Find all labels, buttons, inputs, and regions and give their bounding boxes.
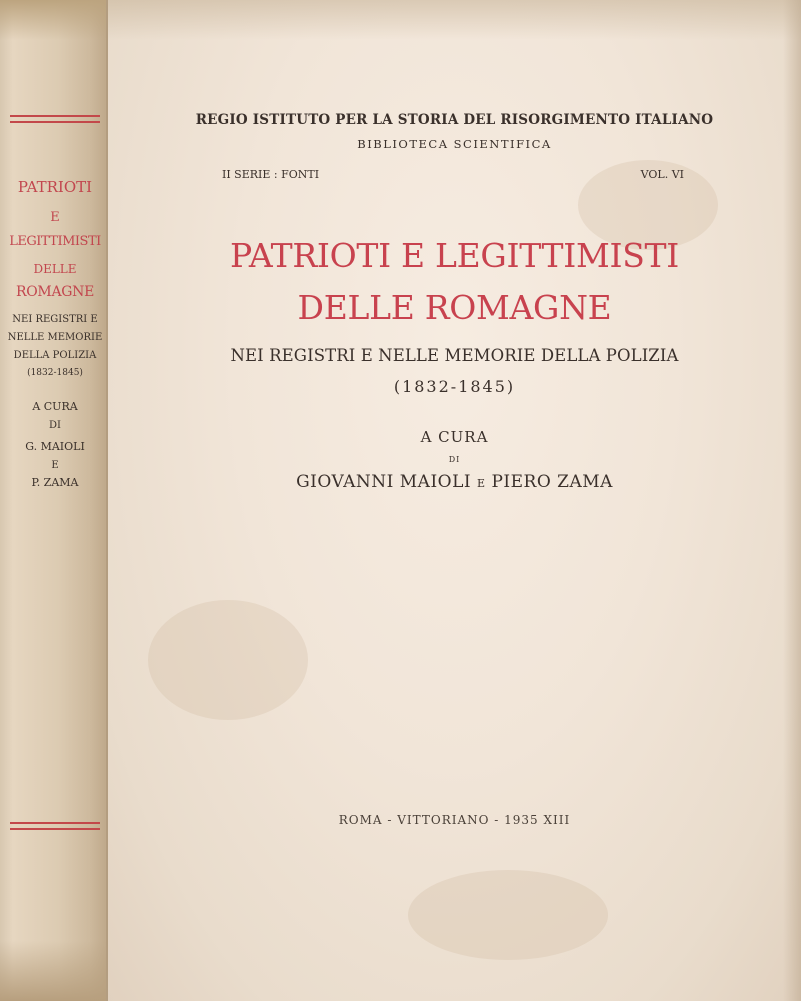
spine-title-line-2: E [50, 210, 60, 225]
spine-subtitle-line-1: NEI REGISTRI E [12, 314, 98, 325]
author-conjunction: E [477, 477, 486, 490]
author-2: PIERO ZAMA [491, 472, 613, 492]
book-subtitle: NEI REGISTRI E NELLE MEMORIE DELLA POLIZIA [230, 346, 679, 365]
spine-bottom-rule-2 [10, 828, 100, 830]
spine-title-line-3: LEGITTIMISTI [9, 234, 101, 249]
spine-title-line-5: ROMAGNE [15, 284, 95, 300]
spine-top-rule [10, 115, 100, 117]
spine-editor-line-3: G. MAIOLI [25, 440, 85, 453]
spine-subtitle-line-4: (1832-1845) [27, 368, 83, 378]
spine-subtitle-line-2: NELLE MEMORIE [7, 332, 103, 343]
spine-editor-line-4: E [51, 460, 59, 471]
edited-by-label: A CURA [420, 428, 489, 446]
spine-editor-line-1: A CURA [32, 400, 78, 413]
spine-editor-line-5: P. ZAMA [31, 476, 79, 489]
authors [108, 472, 801, 492]
imprint: ROMA - VITTORIANO - 1935 XIII [338, 813, 571, 827]
series-label: II SERIE : FONTI [222, 168, 320, 181]
spine-subtitle-line-3: DELLA POLIZIA [13, 350, 97, 361]
front-cover [108, 0, 801, 1001]
book-title-line-2: DELLE ROMAGNE [297, 288, 612, 327]
spine-bottom-rule [10, 822, 100, 824]
spine-title-line-1: PATRIOTI [17, 178, 93, 196]
institute-name: REGIO ISTITUTO PER LA STORIA DEL RISORGIMENTO ITALIANO [195, 112, 714, 128]
paper-stain [408, 870, 608, 960]
spine-title-line-4: DELLE [33, 262, 77, 276]
by-label: DI [448, 455, 461, 464]
library-name: BIBLIOTECA SCIENTIFICA [357, 137, 552, 151]
spine-top-rule-2 [10, 121, 100, 123]
book-spine [0, 0, 108, 1001]
spine-editor-line-2: DI [49, 420, 61, 431]
paper-stain [148, 600, 308, 720]
author-1: GIOVANNI MAIOLI [296, 472, 472, 492]
volume-label: VOL. VI [640, 168, 684, 181]
date-range: (1832-1845) [393, 377, 516, 396]
book-title-line-1: PATRIOTI E LEGITTIMISTI [230, 236, 679, 275]
